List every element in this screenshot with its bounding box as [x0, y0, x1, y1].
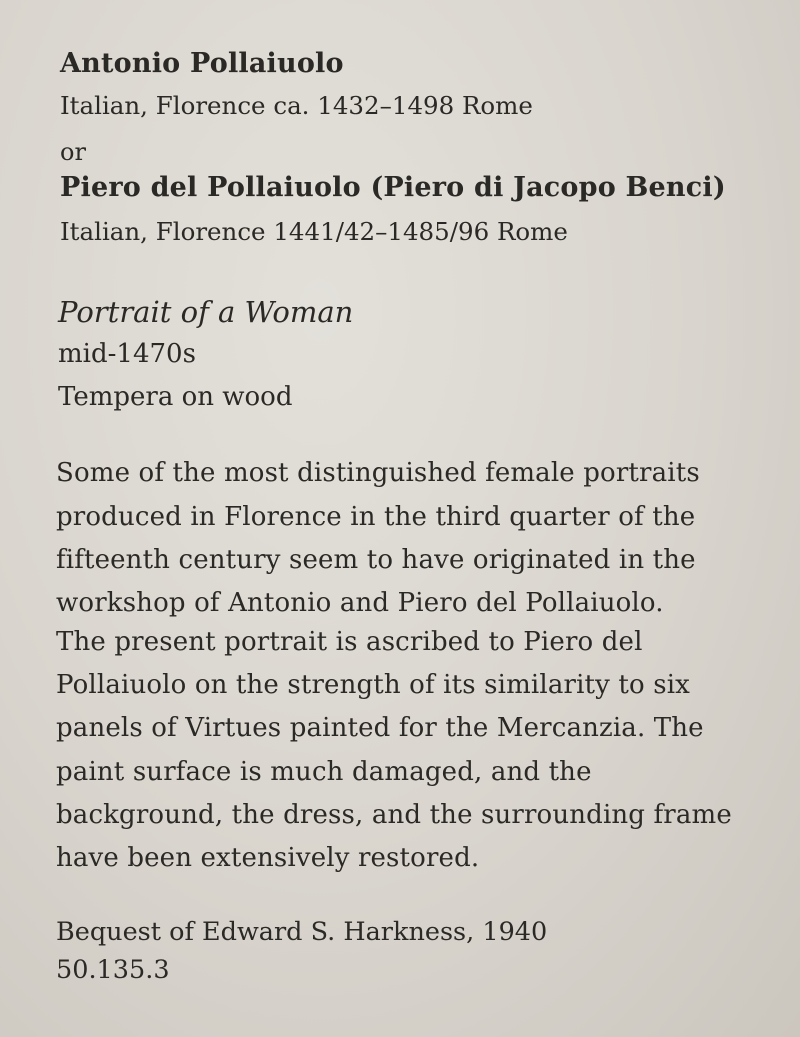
description-line: paint surface is much damaged, and the: [56, 757, 592, 787]
artwork-medium: Tempera on wood: [58, 382, 293, 412]
description-line: panels of Virtues painted for the Mercanzia. The: [56, 713, 704, 743]
description-line: fifteenth century seem to have originated in the: [56, 545, 696, 575]
description-line: The present portrait is ascribed to Piero del: [56, 627, 643, 657]
description-line: produced in Florence in the third quarter of the: [56, 502, 696, 532]
artist-nationality-dates-alternative: Italian, Florence 1441/42–1485/96 Rome: [60, 217, 568, 246]
description-line: Some of the most distinguished female portraits: [56, 458, 700, 488]
artist-alternative-connector: or: [60, 138, 86, 166]
artist-name-primary: Antonio Pollaiuolo: [60, 48, 344, 79]
artist-name-alternative: Piero del Pollaiuolo (Piero di Jacopo Benci): [60, 172, 726, 203]
artwork-date: mid-1470s: [58, 339, 196, 369]
description-line: have been extensively restored.: [56, 843, 480, 873]
description-line: Pollaiuolo on the strength of its similarity to six: [56, 670, 690, 700]
description-line: workshop of Antonio and Piero del Pollaiuolo.: [56, 588, 664, 618]
description-line: background, the dress, and the surrounding frame: [56, 800, 732, 830]
credit-line: Bequest of Edward S. Harkness, 1940: [56, 917, 548, 947]
artist-nationality-dates-primary: Italian, Florence ca. 1432–1498 Rome: [60, 91, 533, 120]
artwork-title: Portrait of a Woman: [58, 295, 354, 329]
accession-number: 50.135.3: [56, 955, 170, 985]
